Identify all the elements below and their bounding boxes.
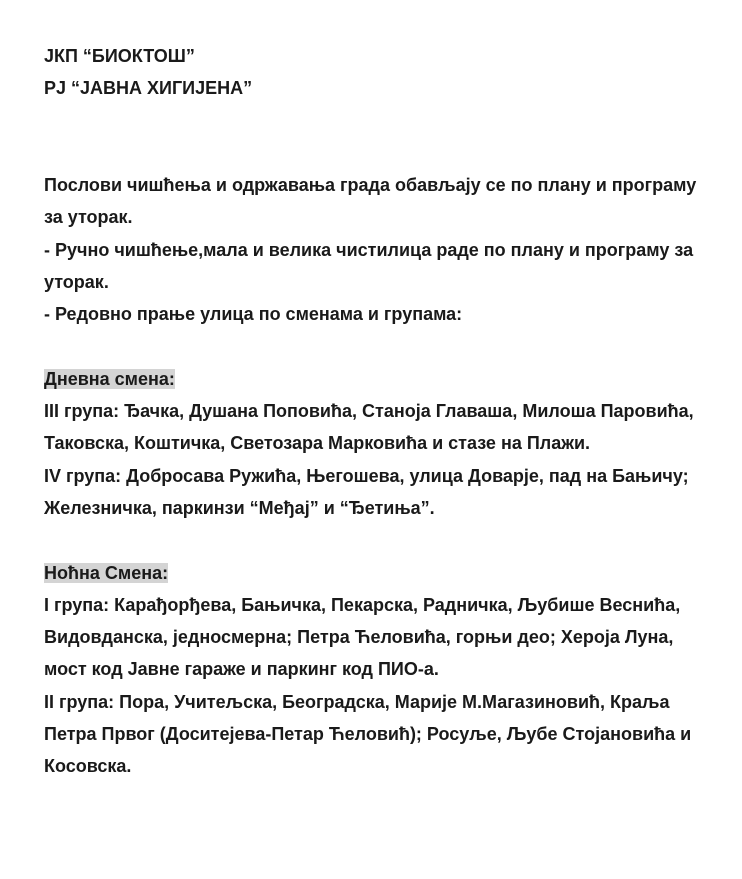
document-body: [44, 40, 714, 783]
intro-paragraph: Послови чишћења и одржавања града обављају се по плану и програму за уторак.: [44, 175, 697, 228]
organization-name: ЈКП “БИОКТОШ”: [44, 46, 195, 66]
spacer: [44, 104, 714, 169]
day-shift-group-4: IV група: Добросава Ружића, Његошева, улица Доварје, пад на Бањичу; Железничка, паркинзи “Међај” и “Ђетиња”.: [44, 465, 689, 518]
street-washing-paragraph: - Редовно прање улица по сменама и групама:: [44, 304, 463, 325]
night-shift-heading: [44, 557, 714, 589]
day-shift-heading: [44, 363, 714, 395]
day-shift-title: Дневна смена:: [44, 368, 175, 389]
spacer: [44, 524, 714, 556]
day-shift-group-3: III група: Ђачка, Душана Поповића, Станоја Главаша, Милоша Паровића, Таковска, Коштичка, Светозара Марковића и стазе на Плажи.: [44, 401, 694, 454]
night-shift-title: Ноћна Смена:: [44, 562, 169, 583]
organization-unit: РЈ “ЈАВНА ХИГИЈЕНА”: [44, 78, 253, 98]
manual-cleaning-paragraph: - Ручно чишћење,мала и велика чистилица раде по плану и програму за уторак.: [44, 239, 694, 292]
night-shift-group-2: II група: Пора, Учитељска, Београдска, Марије М.Магазиновић, Краља Петра Првог (Доситејева-Петар Ћеловић); Росуље, Љубе Стојановића и Косовска.: [44, 691, 692, 777]
spacer: [44, 330, 714, 362]
night-shift-group-1: I група: Карађорђева, Бањичка, Пекарска, Радничка, Љубише Веснића, Видовданска, једносмерна; Петра Ћеловића, горњи део; Хероја Луна, мост код Јавне гараже и паркинг код ПИО-а.: [44, 594, 681, 680]
